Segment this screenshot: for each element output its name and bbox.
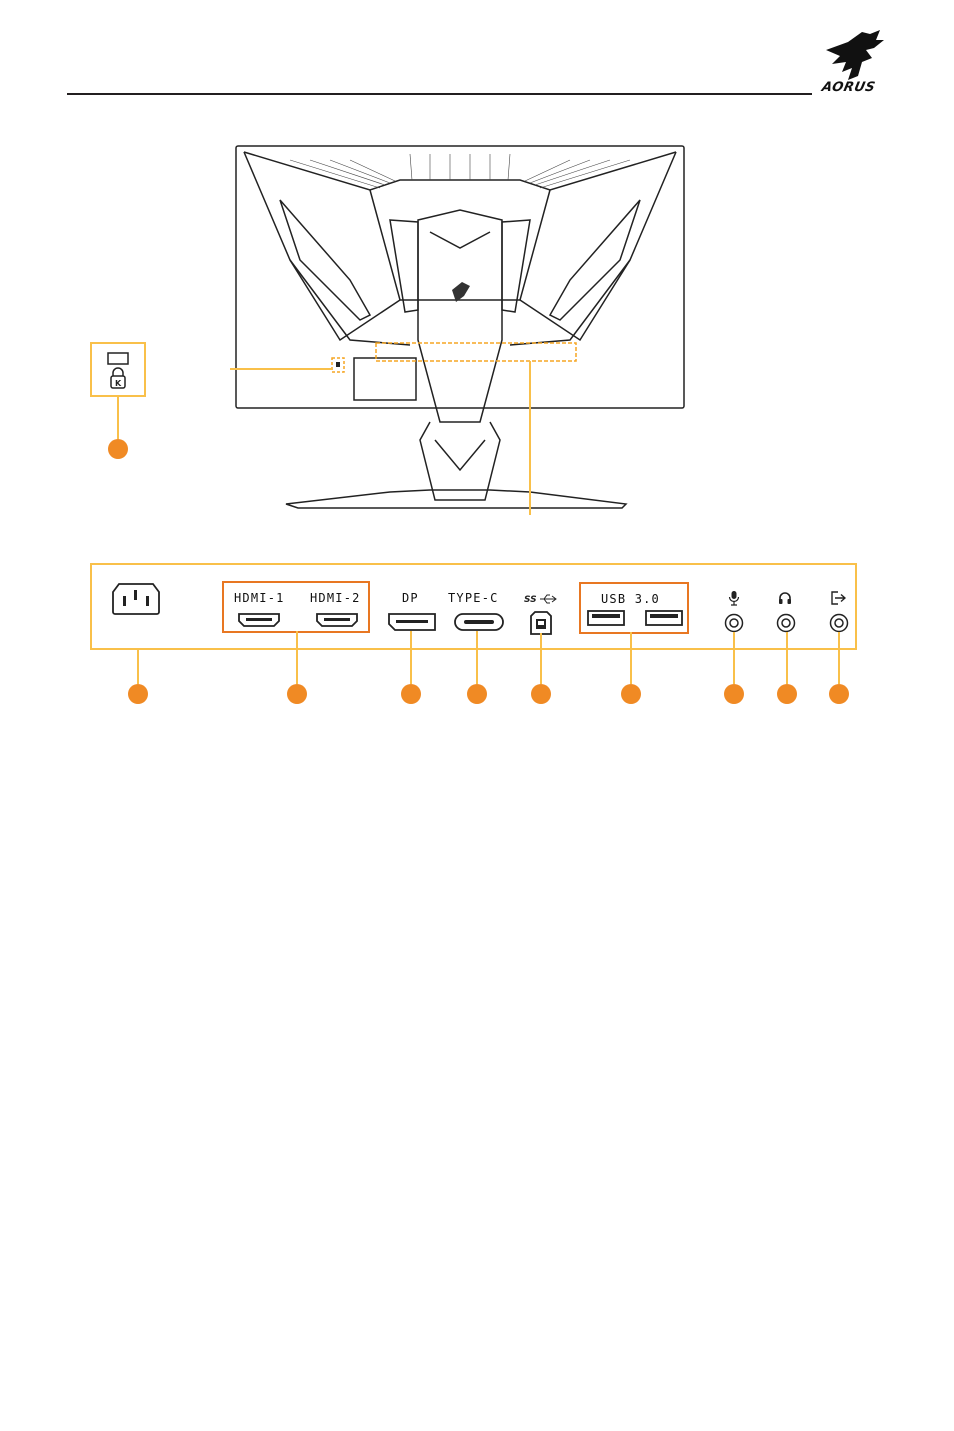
callout-headphone-jack [777, 684, 797, 704]
monitor-rear-illustration [230, 140, 690, 515]
callout-leader-line [786, 632, 788, 684]
callout-line-out-jack [829, 684, 849, 704]
callout-leader-line [137, 650, 139, 684]
dp-label: DP [402, 591, 419, 605]
usb-3-0-label: USB 3.0 [601, 592, 660, 606]
callout-leader-line [296, 631, 298, 684]
callout-leader-line [476, 631, 478, 684]
usb-a-port-1-icon [587, 610, 625, 626]
callout-displayport [401, 684, 421, 704]
callout-usb-upstream [531, 684, 551, 704]
hdmi-1-port-icon [238, 613, 280, 627]
callout-leader-line [410, 631, 412, 684]
hdmi-port-group [222, 581, 370, 633]
type-c-label: TYPE-C [448, 591, 499, 605]
headphone-jack-icon [776, 613, 796, 633]
kensington-lock-icon [107, 352, 131, 390]
ac-power-inlet-icon [111, 582, 161, 616]
callout-leader-line [838, 632, 840, 684]
line-out-jack-icon [829, 613, 849, 633]
kensington-lock-detail [90, 342, 146, 397]
callout-microphone-jack [724, 684, 744, 704]
headphone-icon [778, 591, 792, 605]
usb-type-c-port-icon [454, 613, 504, 631]
line-out-icon [830, 591, 846, 605]
usb-type-b-port-icon [530, 611, 552, 635]
hdmi-2-port-icon [316, 613, 358, 627]
usb-a-port-2-icon [645, 610, 683, 626]
microphone-icon [728, 590, 740, 606]
rear-ports-panel [90, 563, 857, 650]
callout-type-c [467, 684, 487, 704]
svg-text:K: K [115, 379, 122, 388]
callout-hdmi [287, 684, 307, 704]
callout-usb-3-0 [621, 684, 641, 704]
hdmi-1-label: HDMI-1 [234, 591, 285, 605]
microphone-jack-icon [724, 613, 744, 633]
superspeed-usb-logo-icon [524, 592, 558, 606]
callout-leader-line [630, 632, 632, 684]
brand-name: AORUS [820, 80, 877, 95]
displayport-port-icon [388, 613, 436, 631]
header-rule [67, 93, 812, 95]
callout-kensington [108, 439, 128, 459]
callout-leader-line [733, 632, 735, 684]
hdmi-2-label: HDMI-2 [310, 591, 361, 605]
callout-leader-line [540, 633, 542, 684]
usb-3-0-port-group [579, 582, 689, 634]
callout-power-inlet [128, 684, 148, 704]
svg-text:SS: SS [524, 595, 537, 605]
callout-leader-line [117, 397, 119, 439]
